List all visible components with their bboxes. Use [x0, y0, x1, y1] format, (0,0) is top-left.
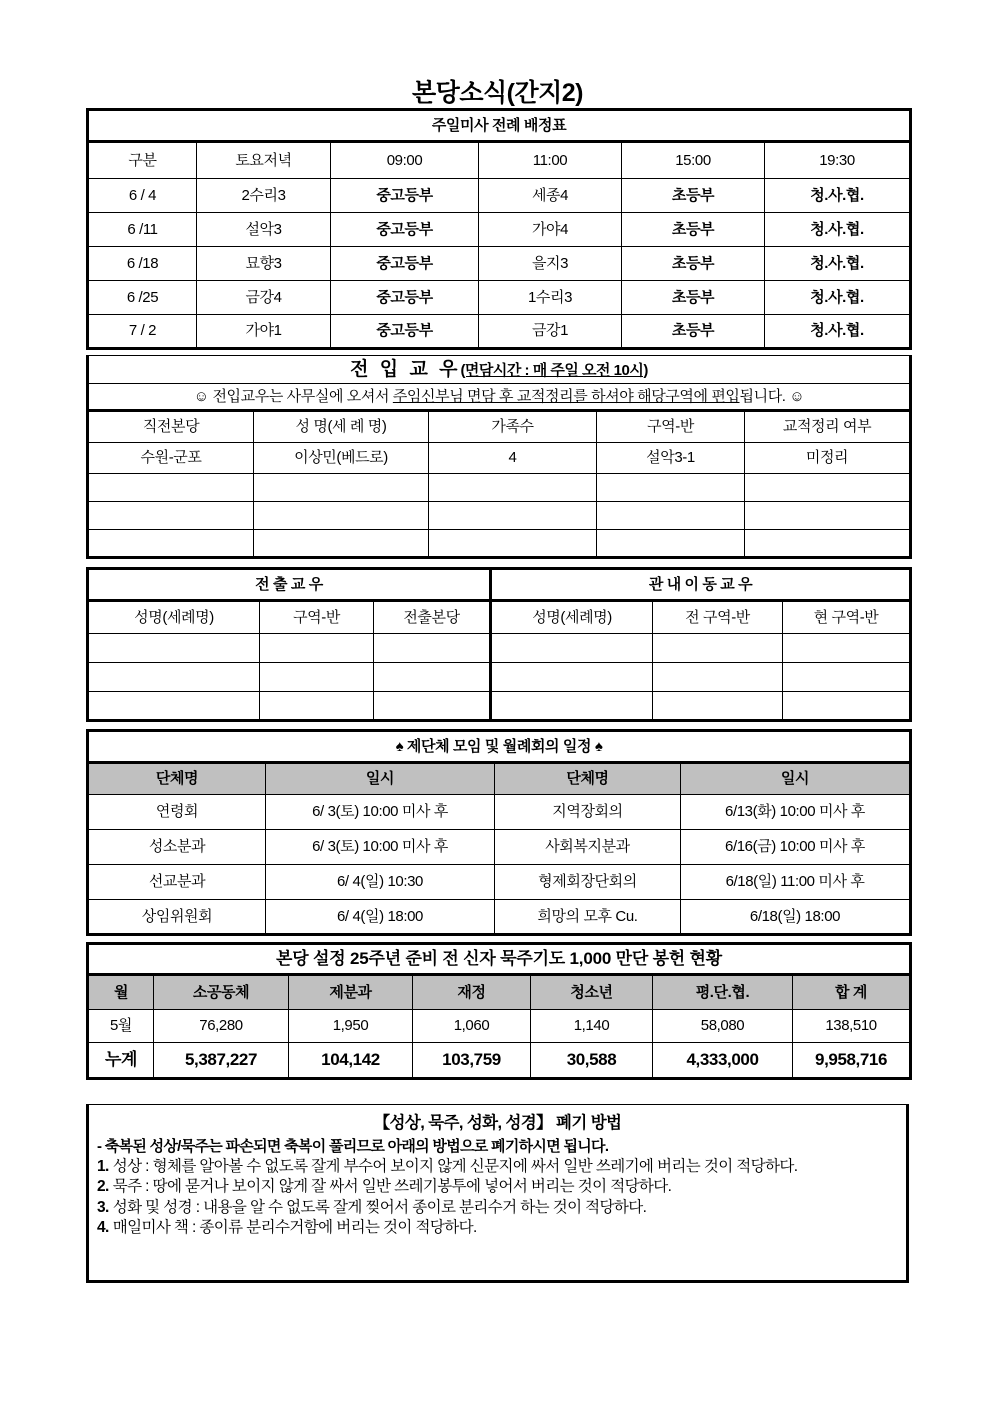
outgoing-cell-parish [374, 634, 491, 663]
offering-period: 누계 [88, 1043, 154, 1079]
incoming-notice [88, 384, 911, 411]
table-row [88, 795, 911, 830]
mass-cell-1500: 초등부 [622, 281, 765, 315]
smiley-right-icon: ☺ [789, 387, 805, 405]
internal-cell-prev [653, 634, 783, 663]
group-datetime: 6/18(일) 18:00 [681, 900, 911, 935]
mass-cell-1930: 청.사.협. [765, 213, 911, 247]
incoming-band-title [88, 356, 911, 384]
disposal-item-number: 2. [97, 1178, 109, 1196]
disposal-item-text: 매일미사 책 : 종이류 분리수거함에 버리는 것이 적당하다. [112, 1219, 477, 1237]
mass-cell-0900: 중고등부 [331, 247, 479, 281]
table-row [88, 663, 911, 692]
table-row [88, 247, 911, 281]
mass-cell-1100: 1수리3 [479, 281, 622, 315]
offering-status-table [86, 942, 912, 1080]
incoming-title-text: 전 입 교 우 [350, 358, 461, 380]
offering-band-row [88, 944, 911, 975]
incoming-cell-status: 미정리 [745, 443, 911, 474]
offering-col-header: 소공동체 [154, 975, 289, 1010]
group-datetime: 6/18(일) 11:00 미사 후 [681, 865, 911, 900]
mass-cell-1930: 청.사.협. [765, 247, 911, 281]
incoming-cell-status [745, 502, 911, 530]
mass-cell-date: 6 /25 [88, 281, 197, 315]
offering-col-header: 합 계 [793, 975, 911, 1010]
mass-cell-1930: 청.사.협. [765, 179, 911, 213]
mass-col-header: 11:00 [479, 142, 622, 179]
table-row [88, 1010, 911, 1043]
incoming-col-header: 성 명(세 례 명) [254, 411, 429, 443]
offering-col-header: 제분과 [289, 975, 413, 1010]
offering-value: 76,280 [154, 1010, 289, 1043]
outgoing-cell-name [88, 663, 260, 692]
table-row [88, 474, 911, 502]
table-row [88, 502, 911, 530]
table-row [88, 281, 911, 315]
incoming-notice-underlined: 주임신부님 면담 후 교적정리를 하셔야 해당구역에 편입 [392, 387, 740, 405]
disposal-item-number: 4. [97, 1219, 109, 1237]
incoming-col-header: 가족수 [429, 411, 597, 443]
internal-cell-curr [783, 663, 911, 692]
incoming-notice-row [88, 384, 911, 411]
moves-header-row [88, 601, 911, 634]
mass-cell-0900: 중고등부 [331, 213, 479, 247]
mass-cell-1930: 청.사.협. [765, 281, 911, 315]
groups-header-row [88, 763, 911, 795]
offering-value: 4,333,000 [653, 1043, 793, 1079]
offering-value: 30,588 [531, 1043, 653, 1079]
group-name: 형제회장단회의 [495, 865, 681, 900]
disposal-item-text: 묵주 : 땅에 묻거나 보이지 않게 잘 싸서 일반 쓰레기봉투에 넣어서 버리는 것이 적당하다. [112, 1178, 672, 1196]
mass-header-row [88, 142, 911, 179]
disposal-item-number: 3. [97, 1198, 109, 1216]
mass-cell-sat: 금강4 [197, 281, 331, 315]
group-name: 연령회 [88, 795, 266, 830]
mass-cell-date: 6 /18 [88, 247, 197, 281]
mass-col-header: 19:30 [765, 142, 911, 179]
group-datetime: 6/ 4(일) 10:30 [266, 865, 495, 900]
mass-cell-1930: 청.사.협. [765, 315, 911, 349]
mass-cell-1500: 초등부 [622, 213, 765, 247]
mass-col-header: 09:00 [331, 142, 479, 179]
outgoing-cell-district [260, 634, 374, 663]
group-datetime: 6/ 3(토) 10:00 미사 후 [266, 830, 495, 865]
outgoing-cell-district [260, 663, 374, 692]
offering-value: 104,142 [289, 1043, 413, 1079]
incoming-band-row [88, 356, 911, 384]
outgoing-col-header: 구역-반 [260, 601, 374, 634]
internal-col-header: 전 구역-반 [653, 601, 783, 634]
table-row [88, 692, 911, 721]
mass-cell-1500: 초등부 [622, 179, 765, 213]
offering-header-row [88, 975, 911, 1010]
offering-col-header: 월 [88, 975, 154, 1010]
group-name: 사회복지분과 [495, 830, 681, 865]
incoming-cell-district [597, 530, 745, 558]
internal-cell-curr [783, 692, 911, 721]
internal-cell-name [491, 663, 653, 692]
outgoing-col-header: 전출본당 [374, 601, 491, 634]
incoming-header-row [88, 411, 911, 443]
group-name: 지역장회의 [495, 795, 681, 830]
offering-col-header: 청소년 [531, 975, 653, 1010]
offering-col-header: 평.단.협. [653, 975, 793, 1010]
mass-col-header: 15:00 [622, 142, 765, 179]
incoming-cell-status [745, 474, 911, 502]
outgoing-cell-parish [374, 663, 491, 692]
mass-band-row [88, 110, 911, 142]
smiley-left-icon: ☺ [193, 387, 209, 405]
list-item [97, 1218, 898, 1238]
disposal-notes-box [86, 1104, 909, 1283]
list-item [97, 1177, 898, 1197]
table-row [88, 213, 911, 247]
incoming-cell-name [254, 502, 429, 530]
incoming-cell-district [597, 502, 745, 530]
mass-cell-1100: 세종4 [479, 179, 622, 213]
mass-cell-sat: 가야1 [197, 315, 331, 349]
offering-period: 5월 [88, 1010, 154, 1043]
disposal-item-text: 성상 : 형체를 알아볼 수 없도록 잘게 부수어 보이지 않게 신문지에 싸서 일반 쓰레기에 버리는 것이 적당하다. [112, 1158, 798, 1175]
table-row [88, 865, 911, 900]
table-row [88, 315, 911, 349]
mass-cell-0900: 중고등부 [331, 179, 479, 213]
groups-band-title: ♠ 제단체 모임 및 월례회의 일정 ♠ [88, 731, 911, 763]
table-row [88, 830, 911, 865]
mass-cell-sat: 묘향3 [197, 247, 331, 281]
table-row [88, 634, 911, 663]
groups-col-header: 일시 [681, 763, 911, 795]
outgoing-col-header: 성명(세례명) [88, 601, 260, 634]
outgoing-cell-name [88, 692, 260, 721]
group-name: 상임위원회 [88, 900, 266, 935]
internal-col-header: 현 구역-반 [783, 601, 911, 634]
internal-cell-prev [653, 692, 783, 721]
mass-cell-date: 7 / 2 [88, 315, 197, 349]
incoming-cell-name [254, 530, 429, 558]
groups-col-header: 단체명 [495, 763, 681, 795]
offering-col-header: 재정 [413, 975, 531, 1010]
mass-schedule-table [86, 108, 912, 350]
mass-cell-0900: 중고등부 [331, 315, 479, 349]
incoming-notice-part2: 됩니다. [739, 387, 786, 405]
mass-cell-1100: 가야4 [479, 213, 622, 247]
list-item [97, 1157, 898, 1177]
groups-band-row [88, 731, 911, 763]
incoming-cell-prev-parish: 수원-군포 [88, 443, 254, 474]
group-name: 성소분과 [88, 830, 266, 865]
offering-value: 5,387,227 [154, 1043, 289, 1079]
mass-col-header: 토요저녁 [197, 142, 331, 179]
incoming-cell-family [429, 474, 597, 502]
incoming-cell-district: 설악3-1 [597, 443, 745, 474]
incoming-col-header: 구역-반 [597, 411, 745, 443]
incoming-cell-prev-parish [88, 474, 254, 502]
internal-cell-name [491, 634, 653, 663]
mass-cell-1500: 초등부 [622, 247, 765, 281]
group-datetime: 6/13(화) 10:00 미사 후 [681, 795, 911, 830]
table-row [88, 1043, 911, 1079]
member-moves-table [86, 567, 912, 722]
page-title: 본당소식(간지2) [412, 79, 583, 107]
mass-cell-0900: 중고등부 [331, 281, 479, 315]
offering-total: 138,510 [793, 1010, 911, 1043]
offering-value: 1,950 [289, 1010, 413, 1043]
groups-col-header: 일시 [266, 763, 495, 795]
group-datetime: 6/ 3(토) 10:00 미사 후 [266, 795, 495, 830]
moves-band-row [88, 569, 911, 601]
group-name: 희망의 모후 Cu. [495, 900, 681, 935]
table-row [88, 443, 911, 474]
incoming-cell-name: 이상민(베드로) [254, 443, 429, 474]
outgoing-cell-parish [374, 692, 491, 721]
table-row [88, 900, 911, 935]
offering-band-title: 본당 설정 25주년 준비 전 신자 묵주기도 1,000 만단 봉헌 현황 [88, 944, 911, 975]
offering-value: 58,080 [653, 1010, 793, 1043]
disposal-lead: - 축복된 성상/묵주는 파손되면 축복이 풀리므로 아래의 방법으로 폐기하시면 됩니다. [97, 1138, 609, 1155]
incoming-cell-family: 4 [429, 443, 597, 474]
internal-cell-curr [783, 634, 911, 663]
mass-cell-sat: 설악3 [197, 213, 331, 247]
incoming-col-header: 교적정리 여부 [745, 411, 911, 443]
incoming-cell-family [429, 502, 597, 530]
incoming-col-header: 직전본당 [88, 411, 254, 443]
incoming-notice-part1: 전입교우는 사무실에 오셔서 [212, 387, 393, 405]
mass-cell-1100: 을지3 [479, 247, 622, 281]
table-row [88, 530, 911, 558]
group-datetime: 6/16(금) 10:00 미사 후 [681, 830, 911, 865]
incoming-cell-family [429, 530, 597, 558]
internal-cell-prev [653, 663, 783, 692]
outgoing-cell-name [88, 634, 260, 663]
mass-col-header: 구분 [88, 142, 197, 179]
offering-value: 1,140 [531, 1010, 653, 1043]
outgoing-cell-district [260, 692, 374, 721]
offering-total: 9,958,716 [793, 1043, 911, 1079]
incoming-cell-name [254, 474, 429, 502]
internal-col-header: 성명(세례명) [491, 601, 653, 634]
mass-cell-1500: 초등부 [622, 315, 765, 349]
incoming-members-table [86, 355, 912, 559]
disposal-title: 【성상, 묵주, 성화, 성경】 폐기 방법 [373, 1114, 622, 1132]
incoming-cell-status [745, 530, 911, 558]
offering-value: 1,060 [413, 1010, 531, 1043]
group-datetime: 6/ 4(일) 18:00 [266, 900, 495, 935]
mass-cell-date: 6 / 4 [88, 179, 197, 213]
internal-band-title: 관 내 이 동 교 우 [491, 569, 911, 601]
groups-col-header: 단체명 [88, 763, 266, 795]
list-item [97, 1198, 898, 1218]
mass-band-title: 주일미사 전례 배정표 [88, 110, 911, 142]
table-row [88, 179, 911, 213]
disposal-item-text: 성화 및 성경 : 내용을 알 수 없도록 잘게 찢어서 종이로 분리수거 하는 것이 적당하다. [112, 1198, 647, 1216]
disposal-item-number: 1. [97, 1158, 109, 1175]
group-meetings-table [86, 729, 912, 936]
incoming-cell-prev-parish [88, 502, 254, 530]
internal-cell-name [491, 692, 653, 721]
incoming-meeting-time: (면담시간 : 매 주일 오전 10시) [460, 361, 648, 379]
mass-cell-1100: 금강1 [479, 315, 622, 349]
group-name: 선교분과 [88, 865, 266, 900]
incoming-cell-district [597, 474, 745, 502]
outgoing-band-title: 전 출 교 우 [88, 569, 491, 601]
mass-cell-sat: 2수리3 [197, 179, 331, 213]
incoming-cell-prev-parish [88, 530, 254, 558]
offering-value: 103,759 [413, 1043, 531, 1079]
mass-cell-date: 6 /11 [88, 213, 197, 247]
